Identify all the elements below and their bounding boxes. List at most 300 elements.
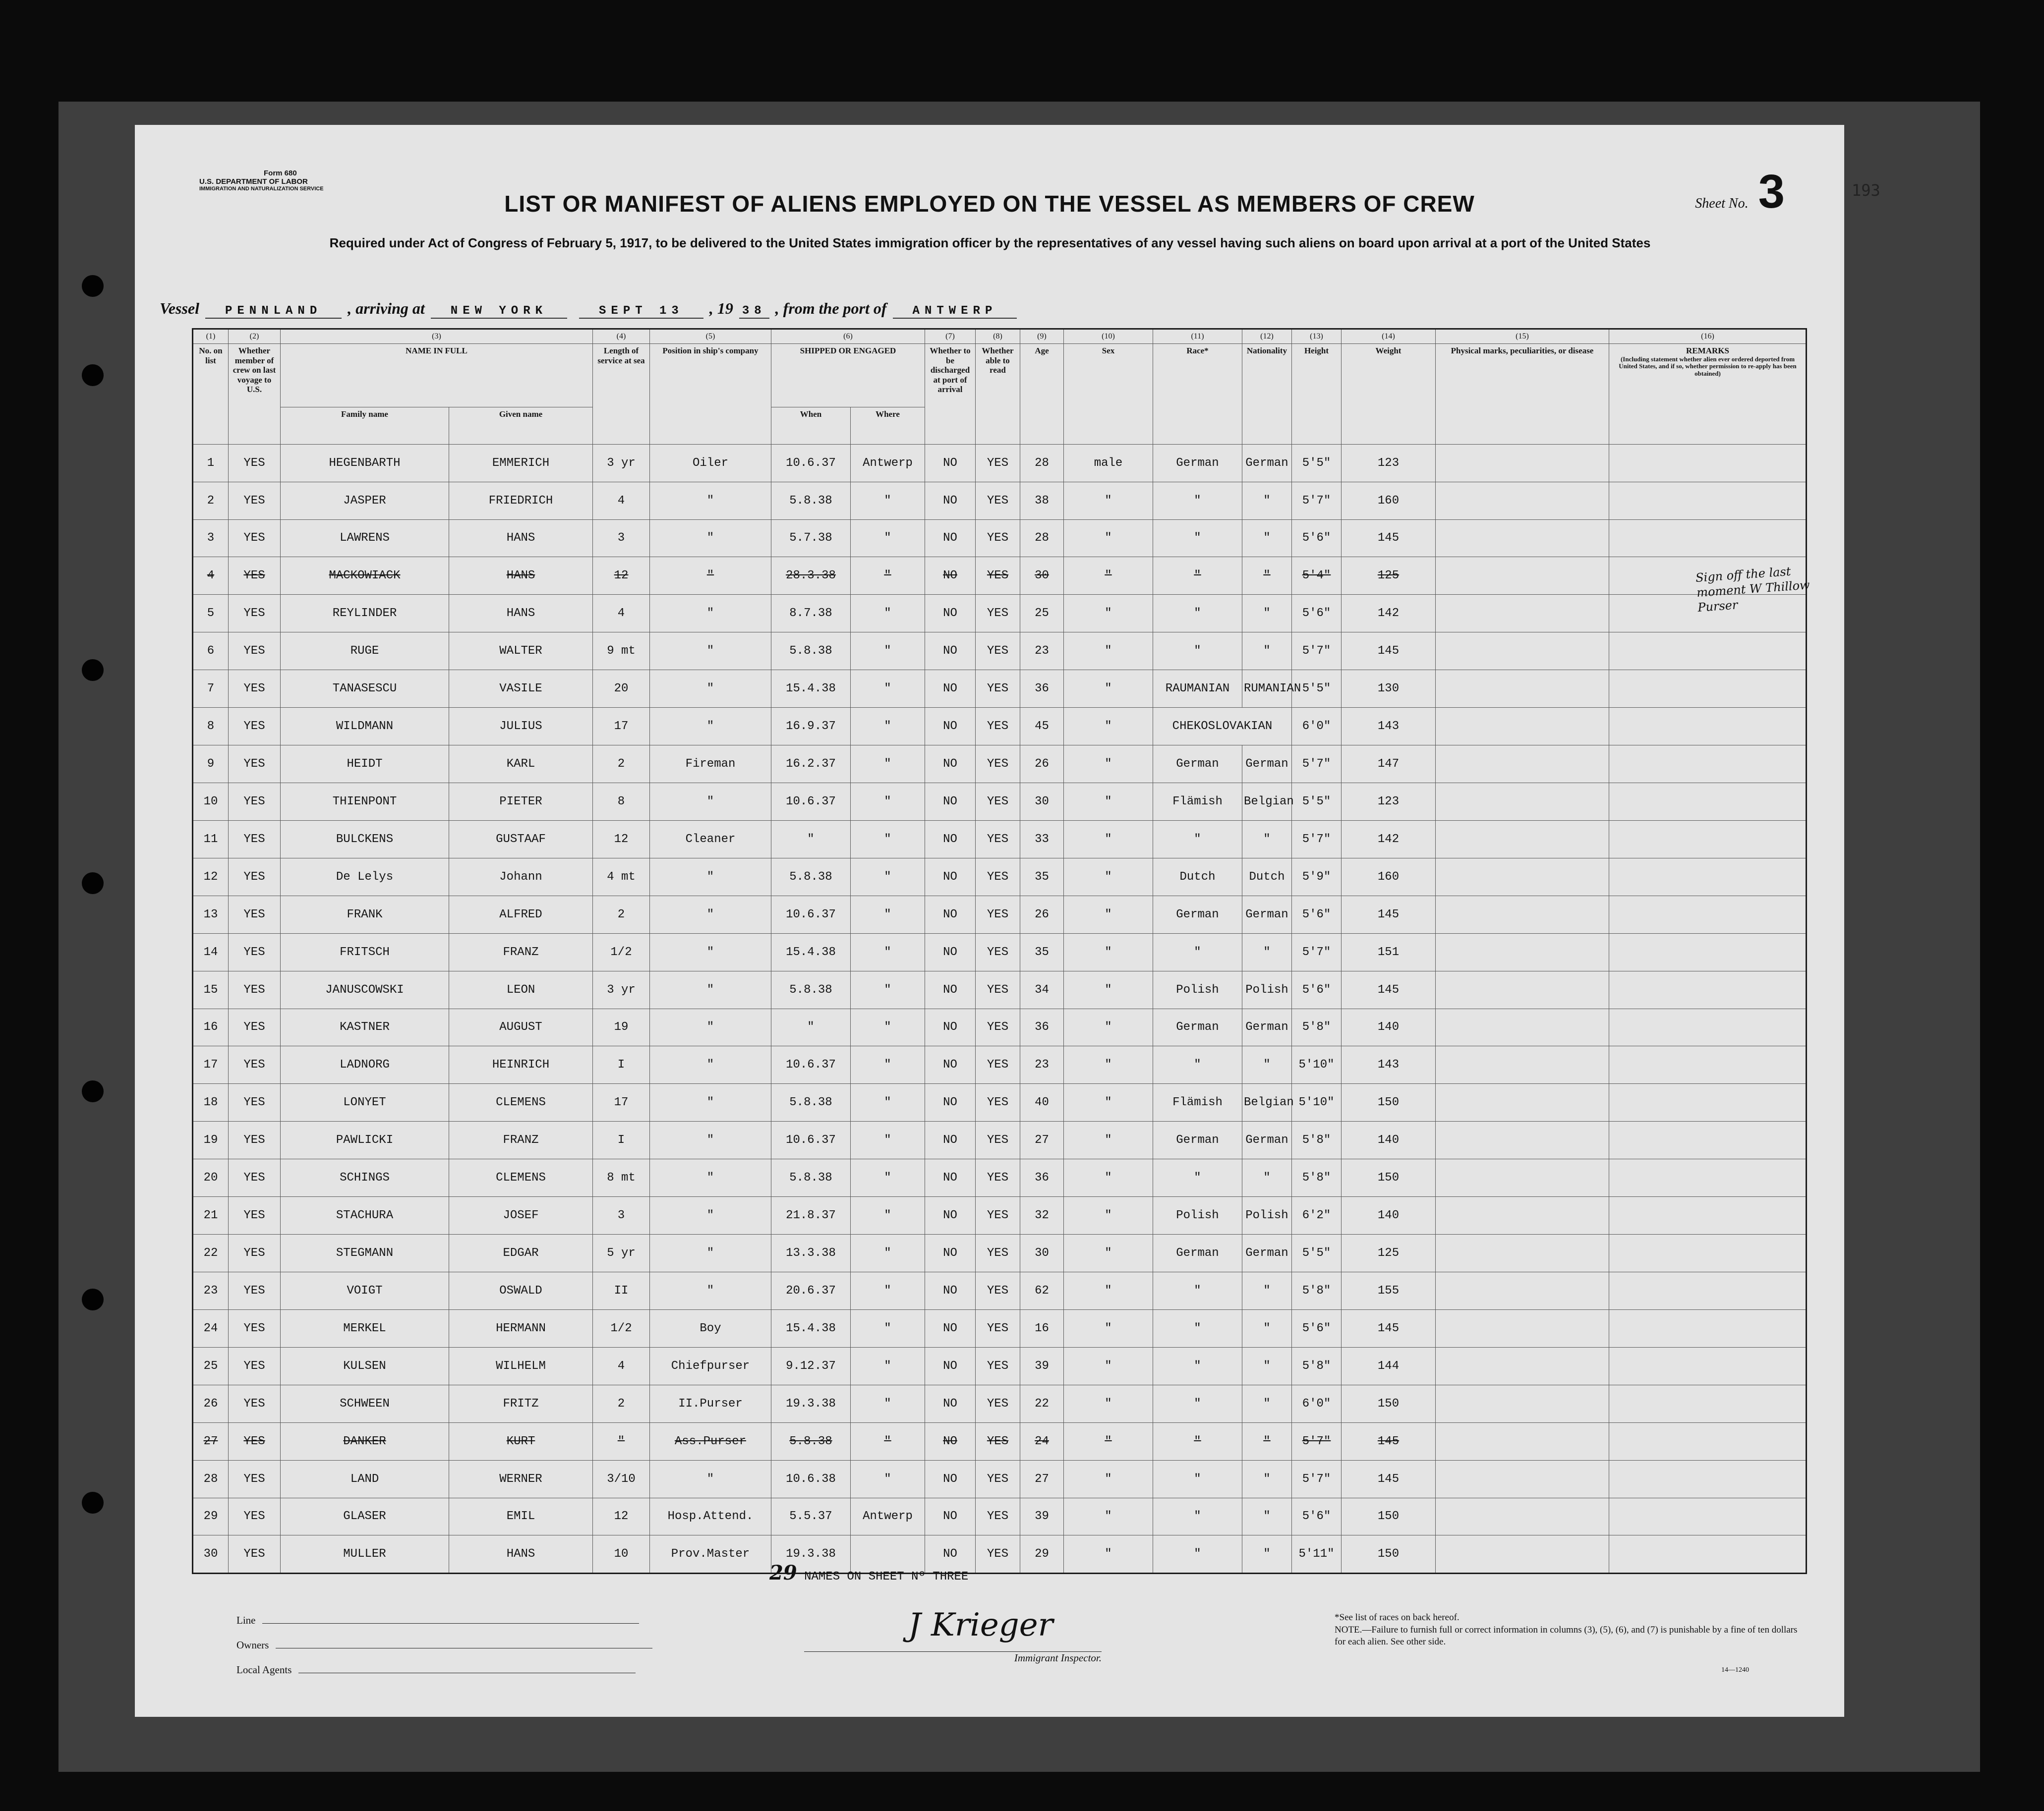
able-to-read-cell: YES (976, 820, 1020, 858)
discharged-cell: NO (925, 519, 976, 557)
footer-agents (236, 1664, 636, 1676)
height-cell: 5'5" (1292, 444, 1342, 482)
col-number: (1) (193, 329, 229, 344)
given-name-cell: PIETER (449, 783, 593, 820)
arriving-label: , arriving at (348, 299, 425, 317)
physical-marks-cell (1436, 482, 1609, 519)
height-cell: 5'6" (1292, 1498, 1342, 1535)
length-of-service-cell: 2 (593, 745, 650, 783)
nationality-cell: " (1242, 482, 1292, 519)
age-cell: 26 (1020, 896, 1064, 933)
physical-marks-cell (1436, 444, 1609, 482)
header-position: Position in ship's company (650, 344, 771, 445)
remarks-cell (1609, 519, 1807, 557)
position-cell: " (650, 670, 771, 708)
given-name-cell: WALTER (449, 632, 593, 670)
discharged-cell: NO (925, 1422, 976, 1460)
races-note: *See list of races on back hereof. (1335, 1612, 1460, 1623)
line-label: Line (236, 1614, 256, 1626)
length-of-service-cell: 3 (593, 1197, 650, 1235)
able-to-read-cell: YES (976, 1309, 1020, 1347)
member-last-voyage-cell: YES (229, 933, 281, 971)
nationality-cell: " (1242, 1309, 1292, 1347)
table-row (193, 1422, 1807, 1460)
able-to-read-cell: YES (976, 745, 1020, 783)
shipped-where-cell: " (851, 1347, 925, 1385)
able-to-read-cell: YES (976, 1422, 1020, 1460)
remarks-cell (1609, 1197, 1807, 1235)
age-cell: 30 (1020, 783, 1064, 820)
member-last-voyage-cell: YES (229, 1309, 281, 1347)
height-cell: 5'7" (1292, 745, 1342, 783)
physical-marks-cell (1436, 1122, 1609, 1159)
able-to-read-cell: YES (976, 708, 1020, 745)
family-name-cell: JASPER (281, 482, 449, 519)
member-last-voyage-cell: YES (229, 670, 281, 708)
remarks-cell (1609, 670, 1807, 708)
table-row (193, 632, 1807, 670)
nationality-cell: " (1242, 1347, 1292, 1385)
age-cell: 16 (1020, 1309, 1064, 1347)
given-name-cell: AUGUST (449, 1009, 593, 1046)
row-number-cell: 20 (193, 1159, 229, 1197)
given-name-cell: KURT (449, 1422, 593, 1460)
length-of-service-cell: 12 (593, 1498, 650, 1535)
sex-cell: " (1064, 1009, 1153, 1046)
remarks-cell (1609, 1235, 1807, 1272)
race-cell: " (1153, 1046, 1242, 1084)
position-cell: " (650, 896, 771, 933)
weight-cell: 140 (1342, 1122, 1436, 1159)
given-name-cell: JOSEF (449, 1197, 593, 1235)
total-text: NAMES ON SHEET Nº THREE (804, 1570, 969, 1584)
sex-cell: " (1064, 519, 1153, 557)
shipped-when-cell: 5.8.38 (771, 1159, 851, 1197)
race-cell: German (1153, 444, 1242, 482)
row-number-cell: 21 (193, 1197, 229, 1235)
table-row (193, 1385, 1807, 1422)
able-to-read-cell: YES (976, 1272, 1020, 1309)
sex-cell: " (1064, 1460, 1153, 1498)
shipped-where-cell: " (851, 670, 925, 708)
member-last-voyage-cell: YES (229, 482, 281, 519)
family-name-cell: GLASER (281, 1498, 449, 1535)
col-number: (8) (976, 329, 1020, 344)
physical-marks-cell (1436, 1347, 1609, 1385)
row-number-cell: 25 (193, 1347, 229, 1385)
penalty-note: NOTE.—Failure to furnish full or correct information in columns (3), (5), (6), and (7) is punishable by a fine of ten dollars for each alien. See other side. (1335, 1624, 1798, 1647)
line-underline (262, 1623, 639, 1624)
shipped-when-cell: 5.8.38 (771, 858, 851, 896)
race-cell: Dutch (1153, 858, 1242, 896)
shipped-when-cell: 16.2.37 (771, 745, 851, 783)
physical-marks-cell (1436, 557, 1609, 595)
length-of-service-cell: 3 yr (593, 971, 650, 1009)
col-number: (14) (1342, 329, 1436, 344)
form-service: IMMIGRATION AND NATURALIZATION SERVICE (199, 186, 324, 192)
remarks-cell (1609, 708, 1807, 745)
table-row (193, 1235, 1807, 1272)
weight-cell: 123 (1342, 444, 1436, 482)
member-last-voyage-cell: YES (229, 1084, 281, 1122)
nationality-cell: " (1242, 595, 1292, 632)
shipped-where-cell: " (851, 708, 925, 745)
table-row (193, 1122, 1807, 1159)
sex-cell: " (1064, 595, 1153, 632)
race-cell: " (1153, 557, 1242, 595)
able-to-read-cell: YES (976, 1460, 1020, 1498)
position-cell: " (650, 971, 771, 1009)
able-to-read-cell: YES (976, 670, 1020, 708)
row-number-cell: 18 (193, 1084, 229, 1122)
margin-number: 193 (1852, 181, 1880, 200)
sex-cell: " (1064, 1084, 1153, 1122)
nationality-cell: Belgian (1242, 783, 1292, 820)
sheet-total (769, 1561, 968, 1585)
discharged-cell: NO (925, 1498, 976, 1535)
sex-cell: " (1064, 1197, 1153, 1235)
able-to-read-cell: YES (976, 1385, 1020, 1422)
race-cell: " (1153, 1460, 1242, 1498)
row-number-cell: 8 (193, 708, 229, 745)
table-row (193, 595, 1807, 632)
age-cell: 27 (1020, 1460, 1064, 1498)
header-read: Whether able to read (976, 344, 1020, 445)
shipped-when-cell: 10.6.37 (771, 1046, 851, 1084)
weight-cell: 145 (1342, 896, 1436, 933)
binder-hole (82, 275, 104, 297)
race-cell: " (1153, 595, 1242, 632)
position-cell: " (650, 1084, 771, 1122)
remarks-title: REMARKS (1686, 346, 1729, 355)
shipped-where-cell: " (851, 632, 925, 670)
col-number: (9) (1020, 329, 1064, 344)
member-last-voyage-cell: YES (229, 1197, 281, 1235)
discharged-cell: NO (925, 1460, 976, 1498)
age-cell: 33 (1020, 820, 1064, 858)
length-of-service-cell: 2 (593, 896, 650, 933)
shipped-when-cell: 28.3.38 (771, 557, 851, 595)
shipped-when-cell: 5.7.38 (771, 519, 851, 557)
race-cell: Flämish (1153, 1084, 1242, 1122)
discharged-cell: NO (925, 1197, 976, 1235)
table-row (193, 1009, 1807, 1046)
physical-marks-cell (1436, 1197, 1609, 1235)
sex-cell: " (1064, 708, 1153, 745)
length-of-service-cell: 3/10 (593, 1460, 650, 1498)
weight-cell: 143 (1342, 708, 1436, 745)
header-marks: Physical marks, peculiarities, or disease (1436, 344, 1609, 445)
owners-label: Owners (236, 1639, 269, 1651)
shipped-where-cell: " (851, 1460, 925, 1498)
row-number-cell: 11 (193, 820, 229, 858)
shipped-when-cell: 5.8.38 (771, 971, 851, 1009)
discharged-cell: NO (925, 444, 976, 482)
shipped-when-cell: 5.5.37 (771, 1498, 851, 1535)
sex-cell: " (1064, 745, 1153, 783)
able-to-read-cell: YES (976, 1009, 1020, 1046)
shipped-where-cell: " (851, 745, 925, 783)
able-to-read-cell: YES (976, 1197, 1020, 1235)
footer-line (236, 1614, 639, 1627)
weight-cell: 150 (1342, 1535, 1436, 1573)
shipped-when-cell: 15.4.38 (771, 933, 851, 971)
col-number: (7) (925, 329, 976, 344)
position-cell: " (650, 632, 771, 670)
length-of-service-cell: 3 yr (593, 444, 650, 482)
family-name-cell: LAND (281, 1460, 449, 1498)
sex-cell: " (1064, 1235, 1153, 1272)
given-name-cell: FRIEDRICH (449, 482, 593, 519)
given-name-cell: FRITZ (449, 1385, 593, 1422)
position-cell: " (650, 482, 771, 519)
table-row (193, 1460, 1807, 1498)
able-to-read-cell: YES (976, 1235, 1020, 1272)
table-row (193, 482, 1807, 519)
row-number-cell: 23 (193, 1272, 229, 1309)
binder-hole (82, 364, 104, 386)
footer-notes (1335, 1612, 1810, 1648)
position-cell: Chiefpurser (650, 1347, 771, 1385)
age-cell: 27 (1020, 1122, 1064, 1159)
physical-marks-cell (1436, 1235, 1609, 1272)
family-name-cell: WILDMANN (281, 708, 449, 745)
binder-hole (82, 1080, 104, 1102)
col-number: (2) (229, 329, 281, 344)
header-where: Where (851, 407, 925, 444)
sex-cell: " (1064, 632, 1153, 670)
page-title: LIST OR MANIFEST OF ALIENS EMPLOYED ON THE VESSEL AS MEMBERS OF CREW (504, 191, 1475, 217)
remarks-cell (1609, 745, 1807, 783)
position-cell: Cleaner (650, 820, 771, 858)
remarks-cell (1609, 1046, 1807, 1084)
nationality-cell: German (1242, 1122, 1292, 1159)
shipped-where-cell: " (851, 1084, 925, 1122)
shipped-where-cell: " (851, 783, 925, 820)
sheet-number: 3 (1758, 165, 1785, 218)
weight-cell: 140 (1342, 1009, 1436, 1046)
race-cell: German (1153, 896, 1242, 933)
race-cell: Flämish (1153, 783, 1242, 820)
given-name-cell: CLEMENS (449, 1159, 593, 1197)
member-last-voyage-cell: YES (229, 896, 281, 933)
sex-cell: " (1064, 670, 1153, 708)
shipped-when-cell: 5.8.38 (771, 1422, 851, 1460)
able-to-read-cell: YES (976, 444, 1020, 482)
header-member: Whether member of crew on last voyage to U.S. (229, 344, 281, 445)
family-name-cell: VOIGT (281, 1272, 449, 1309)
row-number-cell: 19 (193, 1122, 229, 1159)
header-name: NAME IN FULL (281, 344, 593, 407)
height-cell: 5'5" (1292, 783, 1342, 820)
row-number-cell: 29 (193, 1498, 229, 1535)
weight-cell: 160 (1342, 858, 1436, 896)
family-name-cell: KASTNER (281, 1009, 449, 1046)
arrival-port: NEW YORK (431, 304, 567, 319)
member-last-voyage-cell: YES (229, 632, 281, 670)
shipped-where-cell: " (851, 933, 925, 971)
table-row (193, 745, 1807, 783)
able-to-read-cell: YES (976, 933, 1020, 971)
row-number-cell: 7 (193, 670, 229, 708)
table-row (193, 557, 1807, 595)
physical-marks-cell (1436, 896, 1609, 933)
member-last-voyage-cell: YES (229, 1535, 281, 1573)
discharged-cell: NO (925, 1159, 976, 1197)
shipped-when-cell: 13.3.38 (771, 1235, 851, 1272)
given-name-cell: CLEMENS (449, 1084, 593, 1122)
shipped-where-cell: " (851, 1235, 925, 1272)
remarks-cell (1609, 1309, 1807, 1347)
length-of-service-cell: 17 (593, 708, 650, 745)
shipped-when-cell: " (771, 1009, 851, 1046)
agents-label: Local Agents (236, 1664, 292, 1676)
shipped-where-cell: " (851, 482, 925, 519)
given-name-cell: OSWALD (449, 1272, 593, 1309)
length-of-service-cell: II (593, 1272, 650, 1309)
physical-marks-cell (1436, 632, 1609, 670)
col-number: (15) (1436, 329, 1609, 344)
length-of-service-cell: I (593, 1122, 650, 1159)
sex-cell: " (1064, 1159, 1153, 1197)
length-of-service-cell: 4 mt (593, 858, 650, 896)
shipped-when-cell: 19.3.38 (771, 1535, 851, 1573)
member-last-voyage-cell: YES (229, 1046, 281, 1084)
shipped-where-cell: " (851, 858, 925, 896)
length-of-service-cell: 20 (593, 670, 650, 708)
family-name-cell: BULCKENS (281, 820, 449, 858)
remarks-cell (1609, 482, 1807, 519)
weight-cell: 145 (1342, 632, 1436, 670)
height-cell: 5'9" (1292, 858, 1342, 896)
row-number-cell: 9 (193, 745, 229, 783)
shipped-when-cell: " (771, 820, 851, 858)
shipped-where-cell: " (851, 1309, 925, 1347)
sex-cell: " (1064, 1272, 1153, 1309)
shipped-where-cell: " (851, 595, 925, 632)
sex-cell: " (1064, 820, 1153, 858)
sex-cell: male (1064, 444, 1153, 482)
sex-cell: " (1064, 896, 1153, 933)
nationality-cell: " (1242, 1498, 1292, 1535)
family-name-cell: LONYET (281, 1084, 449, 1122)
remarks-cell (1609, 896, 1807, 933)
nationality-cell: " (1242, 632, 1292, 670)
weight-cell: 145 (1342, 1460, 1436, 1498)
member-last-voyage-cell: YES (229, 1460, 281, 1498)
given-name-cell: HANS (449, 595, 593, 632)
given-name-cell: WERNER (449, 1460, 593, 1498)
discharged-cell: NO (925, 1272, 976, 1309)
header-remarks (1609, 344, 1807, 445)
height-cell: 5'7" (1292, 1422, 1342, 1460)
given-name-cell: WILHELM (449, 1347, 593, 1385)
header-when: When (771, 407, 851, 444)
sex-cell: " (1064, 933, 1153, 971)
age-cell: 25 (1020, 595, 1064, 632)
family-name-cell: DANKER (281, 1422, 449, 1460)
given-name-cell: GUSTAAF (449, 820, 593, 858)
given-name-cell: KARL (449, 745, 593, 783)
nationality-cell: " (1242, 1460, 1292, 1498)
given-name-cell: VASILE (449, 670, 593, 708)
age-cell: 22 (1020, 1385, 1064, 1422)
position-cell: " (650, 708, 771, 745)
weight-cell: 145 (1342, 1309, 1436, 1347)
height-cell: 5'7" (1292, 820, 1342, 858)
member-last-voyage-cell: YES (229, 745, 281, 783)
sex-cell: " (1064, 1309, 1153, 1347)
row-number-cell: 5 (193, 595, 229, 632)
manifest-sheet (135, 125, 1844, 1717)
weight-cell: 150 (1342, 1385, 1436, 1422)
member-last-voyage-cell: YES (229, 519, 281, 557)
weight-cell: 125 (1342, 1235, 1436, 1272)
able-to-read-cell: YES (976, 1046, 1020, 1084)
race-cell: German (1153, 1009, 1242, 1046)
row-number-cell: 17 (193, 1046, 229, 1084)
height-cell: 5'7" (1292, 933, 1342, 971)
shipped-when-cell: 21.8.37 (771, 1197, 851, 1235)
shipped-when-cell: 10.6.38 (771, 1460, 851, 1498)
height-cell: 5'10" (1292, 1046, 1342, 1084)
member-last-voyage-cell: YES (229, 1272, 281, 1309)
family-name-cell: FRANK (281, 896, 449, 933)
row-number-cell: 28 (193, 1460, 229, 1498)
shipped-where-cell: " (851, 1122, 925, 1159)
given-name-cell: FRANZ (449, 1122, 593, 1159)
arrival-year: 38 (739, 304, 769, 319)
table-row (193, 1272, 1807, 1309)
discharged-cell: NO (925, 1385, 976, 1422)
physical-marks-cell (1436, 1159, 1609, 1197)
weight-cell: 145 (1342, 1422, 1436, 1460)
shipped-where-cell: " (851, 1197, 925, 1235)
shipped-when-cell: 9.12.37 (771, 1347, 851, 1385)
row-number-cell: 12 (193, 858, 229, 896)
able-to-read-cell: YES (976, 632, 1020, 670)
binder-hole (82, 1289, 104, 1310)
height-cell: 5'7" (1292, 632, 1342, 670)
row-number-cell: 14 (193, 933, 229, 971)
shipped-when-cell: 8.7.38 (771, 595, 851, 632)
discharged-cell: NO (925, 858, 976, 896)
height-cell: 5'6" (1292, 595, 1342, 632)
given-name-cell: EMIL (449, 1498, 593, 1535)
row-number-cell: 22 (193, 1235, 229, 1272)
physical-marks-cell (1436, 708, 1609, 745)
nationality-cell: German (1242, 896, 1292, 933)
year-label: , 19 (709, 299, 733, 317)
nationality-cell: RUMANIAN (1242, 670, 1292, 708)
age-cell: 26 (1020, 745, 1064, 783)
row-number-cell: 24 (193, 1309, 229, 1347)
race-cell: " (1153, 820, 1242, 858)
given-name-cell: LEON (449, 971, 593, 1009)
position-cell: Ass.Purser (650, 1422, 771, 1460)
given-name-cell: HANS (449, 519, 593, 557)
position-cell: " (650, 858, 771, 896)
age-cell: 36 (1020, 1159, 1064, 1197)
table-row (193, 708, 1807, 745)
position-cell: " (650, 1009, 771, 1046)
form-code: 14—1240 (1721, 1666, 1749, 1674)
family-name-cell: TANASESCU (281, 670, 449, 708)
age-cell: 28 (1020, 444, 1064, 482)
shipped-where-cell: " (851, 971, 925, 1009)
age-cell: 28 (1020, 519, 1064, 557)
footer-owners (236, 1639, 652, 1651)
